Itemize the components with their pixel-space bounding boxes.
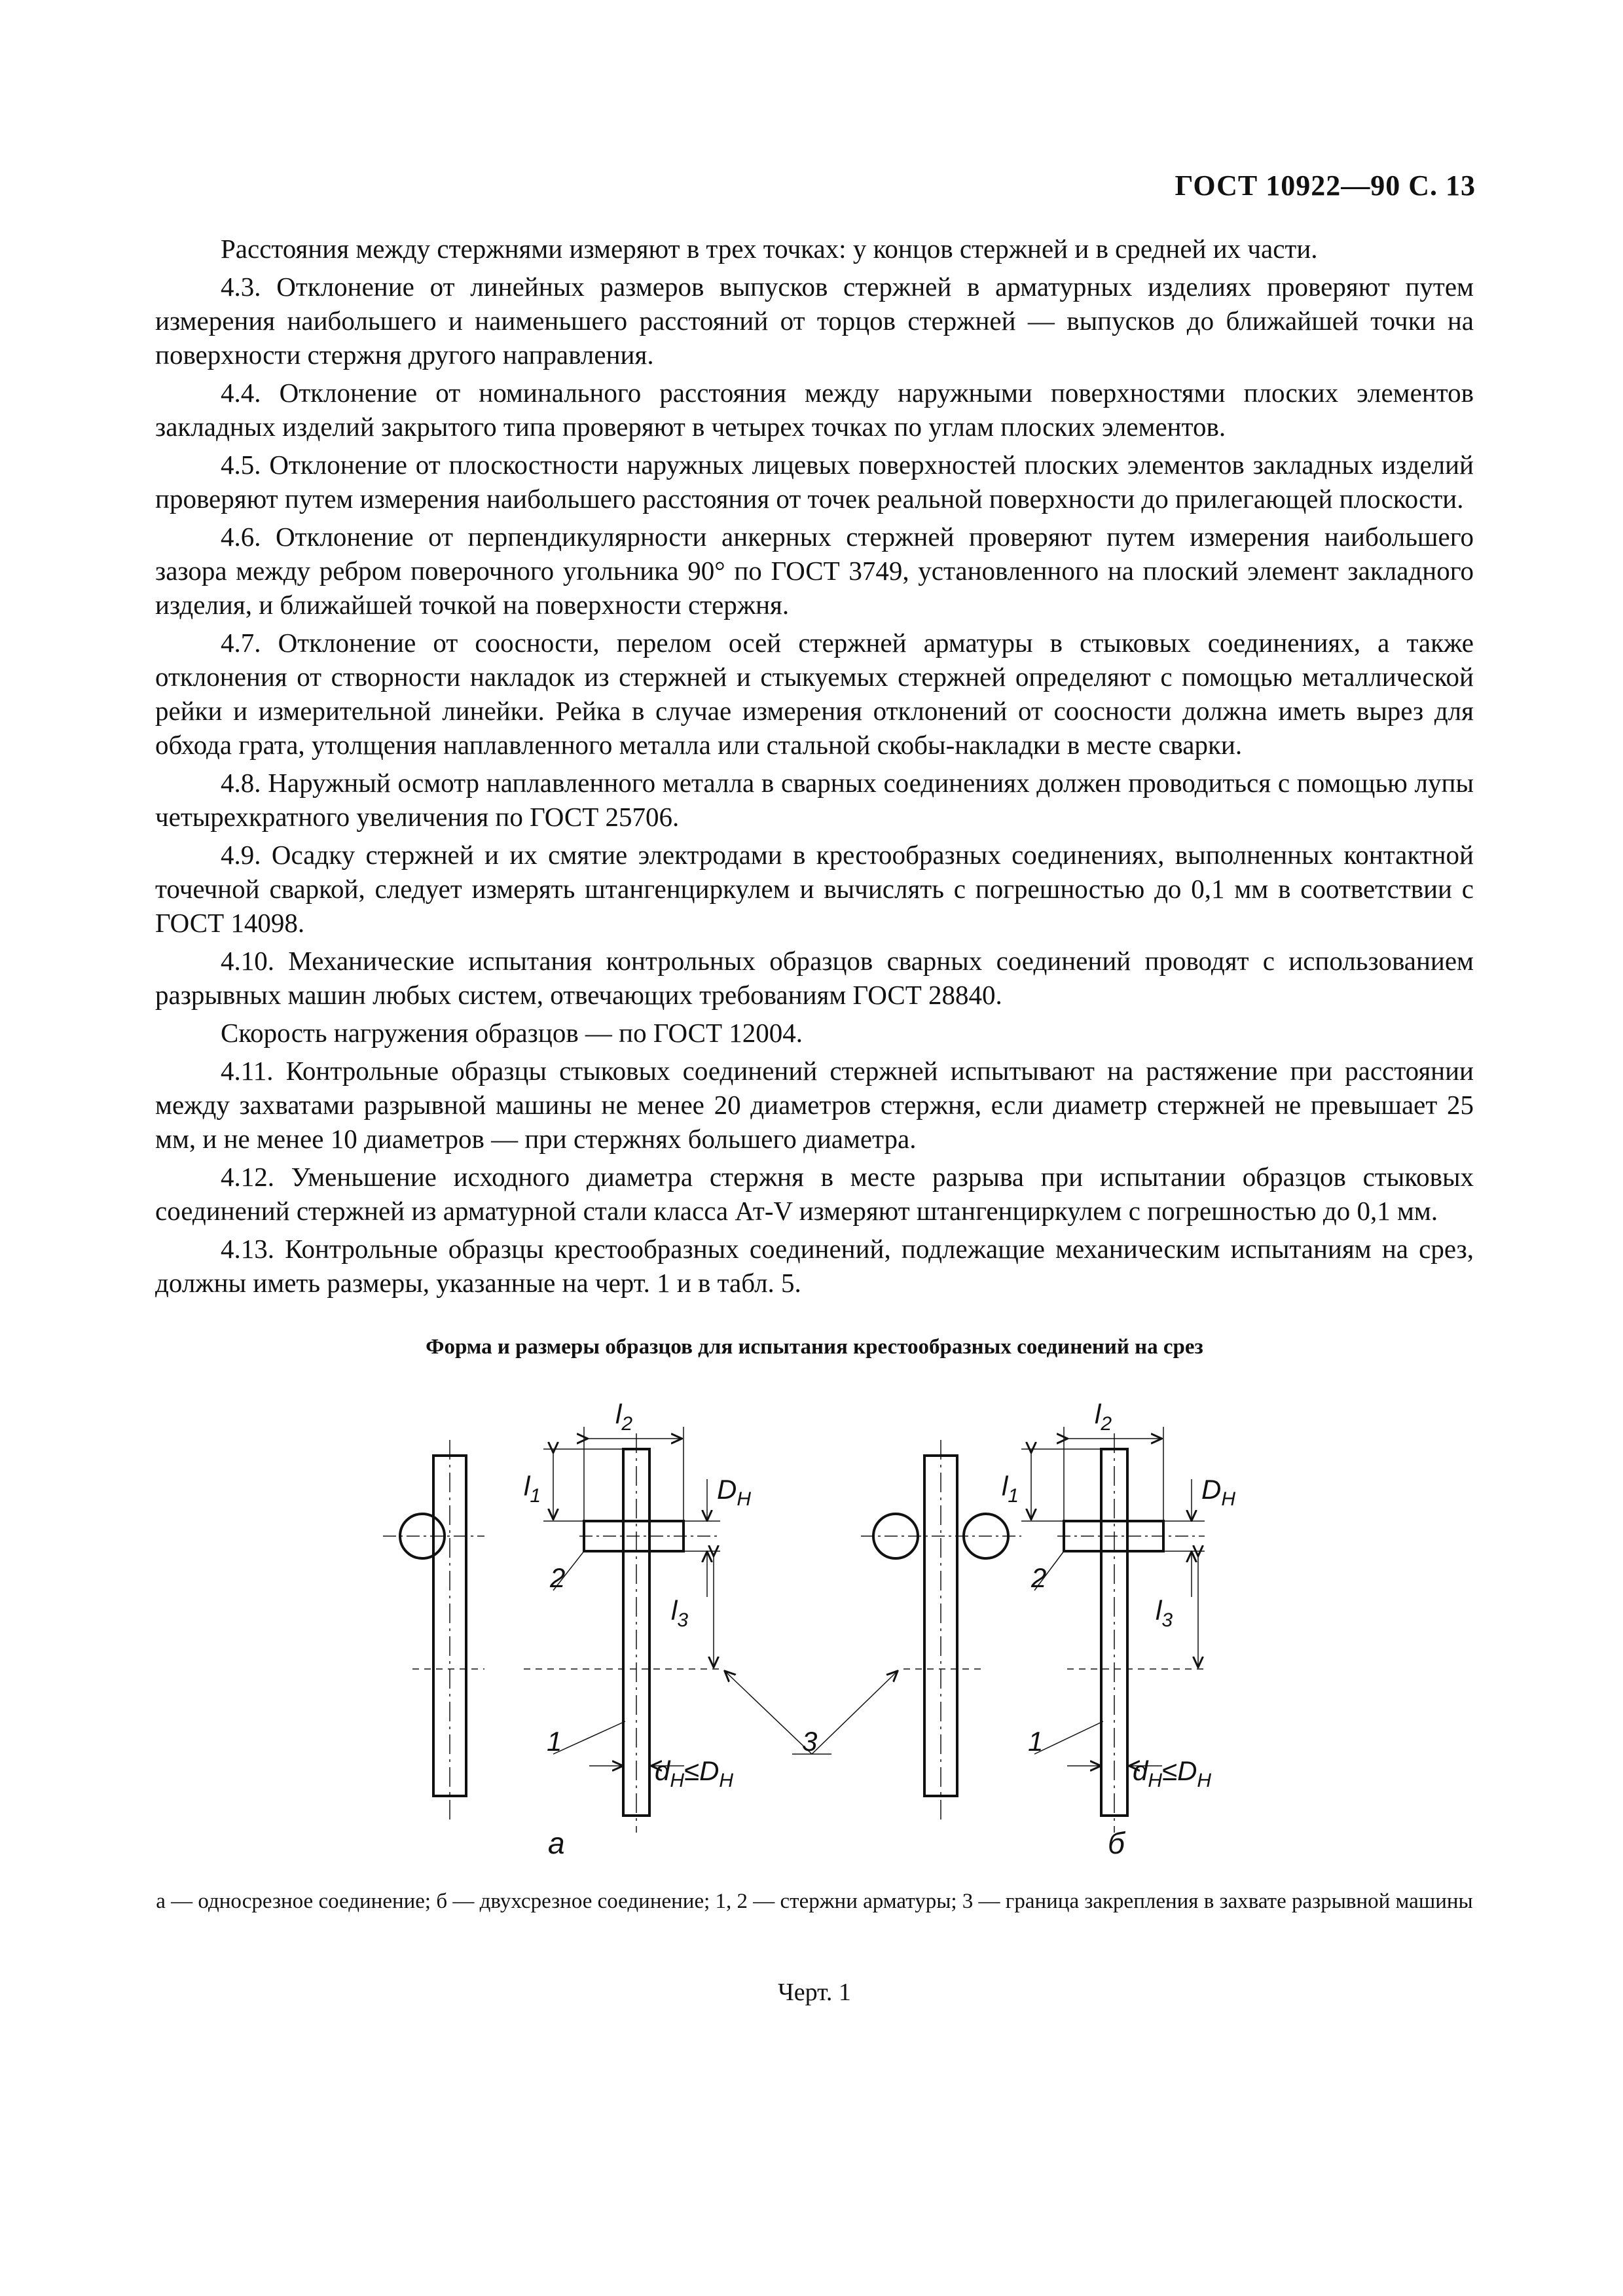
paragraph: 4.12. Уменьшение исходного диаметра стержня в месте разрыва при испытании образцов стыковых соединений стержней из арматурной стали класса Ат-V измеряют штангенциркулем с погрешностью до 0,1 мм. xyxy=(155,1162,1474,1226)
label-l2-a: $l_2$ xyxy=(615,1399,633,1435)
paragraph: 4.4. Отклонение от номинального расстояния между наружными поверхностями плоских элементов закладных изделий закрытого типа проверяют в четырех точках по углам плоских элементов. xyxy=(155,378,1474,442)
body-text xyxy=(155,232,1474,1304)
paragraph: Расстояния между стержнями измеряют в трех точках: у концов стержней и в средней их части. xyxy=(221,234,1318,264)
variant-label-b: б xyxy=(1108,1826,1125,1859)
drawing-labels xyxy=(524,1399,1235,1859)
paragraph: Скорость нагружения образцов — по ГОСТ 12004. xyxy=(221,1018,803,1048)
label-2-b: 2 xyxy=(1031,1562,1047,1593)
rod-side-view-b xyxy=(861,1440,1021,1820)
label-condition-a: $d_H\le D_H$ xyxy=(655,1755,734,1791)
paragraph: 4.6. Отклонение от перпендикулярности анкерных стержней проверяют путем измерения наибольшего зазора между ребром поверочного угольника 90° по ГОСТ 3749, установленного на плоский элемент закладного изделия, и ближайшей точкой на поверхности стержня. xyxy=(155,522,1474,620)
paragraph: 4.13. Контрольные образцы крестообразных соединений, подлежащие механическим испытаниям на срез, должны иметь размеры, указанные на черт. 1 и в табл. 5. xyxy=(155,1234,1474,1298)
label-dh-a: $D_H$ xyxy=(717,1474,752,1510)
paragraph: 4.7. Отклонение от соосности, перелом осей стержней арматуры в стыковых соединениях, а также отклонения от створности накладок из стержней и стыкуемых стержней определяют с помощью металлической рейки и измерительной линейки. Рейка в случае измерения отклонений от соосности должна иметь вырез для обхода грата, утолщения наплавленного металла или стальной скобы-накладки в месте сварки. xyxy=(155,628,1474,760)
label-1-b: 1 xyxy=(1028,1726,1044,1757)
rod-side-view-a xyxy=(383,1440,484,1820)
label-l3-a: $l_3$ xyxy=(671,1595,689,1631)
page-header: ГОСТ 10922—90 С. 13 xyxy=(1175,170,1476,202)
figure-drawing xyxy=(327,1388,1296,1862)
technical-drawing xyxy=(327,1388,1296,1859)
label-1-a: 1 xyxy=(547,1726,562,1757)
label-condition-b: $d_H\le D_H$ xyxy=(1133,1755,1212,1791)
figure-title: Форма и размеры образцов для испытания крестообразных соединений на срез xyxy=(426,1335,1203,1359)
paragraph: 4.11. Контрольные образцы стыковых соединений стержней испытывают на растяжение при расстоянии между захватами разрывной машины не менее 20 диаметров стержня, если диаметр стержней не превышает 25 мм, и не менее 10 диаметров — при стержнях большего диаметра. xyxy=(155,1056,1474,1154)
paragraph: 4.3. Отклонение от линейных размеров выпусков стержней в арматурных изделиях проверяют путем измерения наибольшего и наименьшего расстояний от торцов стержней — выпусков до ближайшей точки на поверхности стержня другого направления. xyxy=(155,272,1474,370)
paragraph: 4.9. Осадку стержней и их смятие электродами в крестообразных соединениях, выполненных контактной точечной сваркой, следует измерять штангенциркулем и вычислять с погрешностью до 0,1 мм в соответствии с ГОСТ 14098. xyxy=(155,840,1474,938)
label-l3-b: $l_3$ xyxy=(1156,1595,1173,1631)
label-dh-b: $D_H$ xyxy=(1201,1474,1236,1510)
paragraph: 4.8. Наружный осмотр наплавленного металла в сварных соединениях должен проводиться с помощью лупы четырехкратного увеличения по ГОСТ 25706. xyxy=(155,768,1474,832)
figure-caption: а — односрезное соединение; б — двухсрезное соединение; 1, 2 — стержни арматуры; 3 — граница закрепления в захвате разрывной машины xyxy=(156,1890,1473,1913)
figure-number: Черт. 1 xyxy=(778,1979,851,2006)
label-l2-b: $l_2$ xyxy=(1095,1399,1112,1435)
label-3: 3 xyxy=(802,1726,818,1757)
label-2-a: 2 xyxy=(550,1562,566,1593)
label-l1-b: $l_1$ xyxy=(1002,1471,1019,1507)
paragraph: 4.10. Механические испытания контрольных образцов сварных соединений проводят с использованием разрывных машин любых систем, отвечающих требованиям ГОСТ 28840. xyxy=(155,946,1474,1010)
label-l1-a: $l_1$ xyxy=(524,1471,541,1507)
paragraph: 4.5. Отклонение от плоскостности наружных лицевых поверхностей плоских элементов закладных изделий проверяют путем измерения наибольшего расстояния от точек реальной поверхности до прилегающей плоскости. xyxy=(155,450,1474,514)
variant-label-a: а xyxy=(548,1826,565,1859)
